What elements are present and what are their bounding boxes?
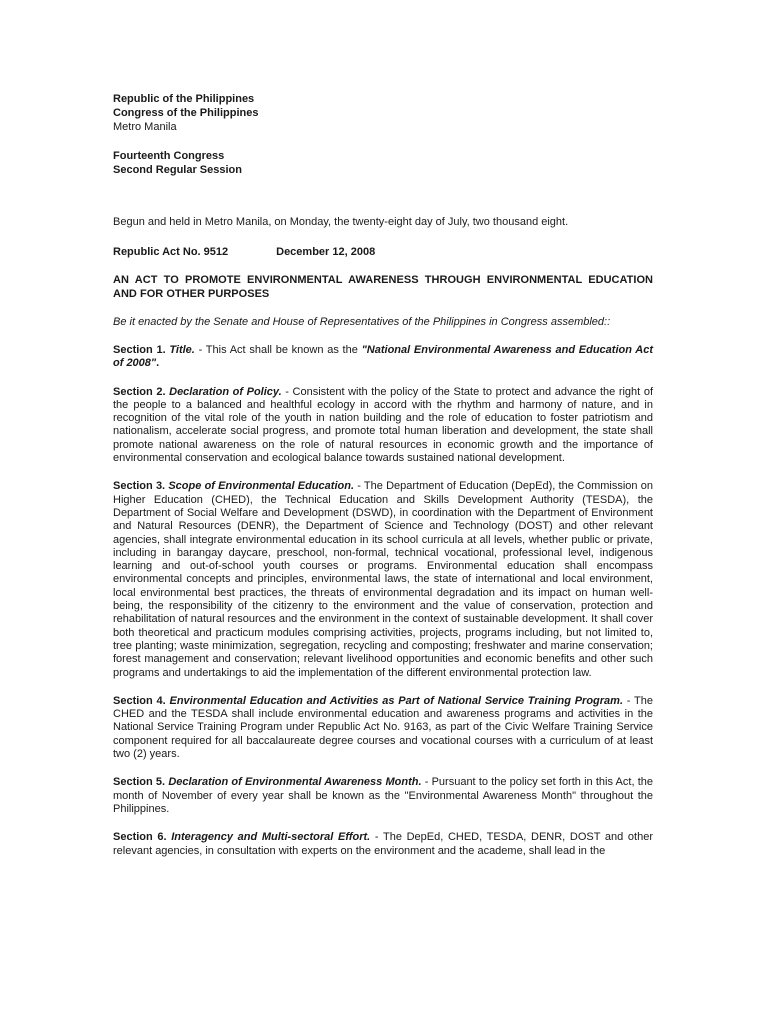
section-number: Section 1. bbox=[113, 344, 166, 356]
session-line: Second Regular Session bbox=[113, 164, 242, 176]
section-body: - Pursuant to the policy set forth in this Act, the month of November of every year shall be known as the "Environmental Awareness Month" throughout the Philippines. bbox=[113, 776, 653, 815]
issuer-header bbox=[113, 92, 653, 134]
section-title: Declaration of Environmental Awareness Month. bbox=[168, 776, 422, 789]
section-title: Interagency and Multi-sectoral Effort. bbox=[171, 831, 371, 844]
section-2 bbox=[113, 386, 653, 466]
section-body: - This Act shall be known as the bbox=[194, 344, 362, 356]
section-body: - The CHED and the TESDA shall include environmental education and awareness programs and activities in the National Service Training Program under Republic Act No. 9163, as part of the Civic Welfare Training Service component required for all baccalaureate degree courses and vocational courses with a curriculum of at least two (2) years. bbox=[113, 694, 654, 761]
section-5 bbox=[113, 776, 653, 816]
section-body: - The DepEd, CHED, TESDA, DENR, DOST and other relevant agencies, in consultation with experts on the environment and the academe, shall lead in the bbox=[113, 831, 653, 857]
section-number: Section 2. bbox=[113, 385, 166, 398]
enacting-clause: Be it enacted by the Senate and House of Representatives of the Philippines in Congress assembled:: bbox=[113, 316, 611, 328]
republic-line: Republic of the Philippines bbox=[113, 93, 255, 105]
section-number: Section 4. bbox=[113, 694, 166, 707]
section-6 bbox=[113, 831, 653, 858]
section-body-end: . bbox=[156, 357, 160, 370]
section-number: Section 6. bbox=[113, 831, 167, 844]
act-title: AN ACT TO PROMOTE ENVIRONMENTAL AWARENESS THROUGH ENVIRONMENTAL EDUCATION AND FOR OTHER PURPOSES bbox=[113, 274, 653, 300]
section-4 bbox=[113, 695, 653, 761]
section-title: Environmental Education and Activities as Part of National Service Training Program. bbox=[169, 694, 624, 707]
document-body bbox=[113, 92, 653, 858]
section-body: - Consistent with the policy of the State to protect and advance the right of the people to a balanced and healthful ecology in accord with the rhythm and harmony of nature, and in recognition of the vital role of the youth in nation building and the role of education to foster patriotism and nationalism, accelerate social progress, and promote total human liberation and development, the state shall promote national awareness on the role of natural resources in economic growth and the importance of environmental conservation and ecological balance towards sustained national development. bbox=[113, 385, 653, 465]
section-body: - The Department of Education (DepEd), the Commission on Higher Education (CHED), the Technical Education and Skills Development Authority (TESDA), the Department of Social Welfare and Development (DSWD), in coordination with the Department of Environment and Natural Resources (DENR), the Department of Science and Technology (DOST) and other relevant agencies, shall integrate environmental education in its school curricula at all levels, whether public or private, including in barangay daycare, preschool, non-formal, technical vocational, professional level, indigenous learning and out-of-school youth courses or programs. Environmental education shall encompass environmental concepts and principles, environmental laws, the state of international and local environment, local environmental best practices, the threats of environmental degradation and its impact on human well-being, the responsibility of the citizenry to the environment and the value of conservation, protection and rehabilitation of natural resources and the environment in the context of sustainable development. It shall cover both theoretical and practicum modules comprising activities, projects, programs including, but not limited to, tree planting; waste minimization, segregation, recycling and composting; freshwater and marine conservation; forest management and conservation; relevant livelihood opportunities and economic benefits and other such programs and undertakings to aid the implementation of the different environmental protection law. bbox=[113, 480, 653, 679]
begun-statement: Begun and held in Metro Manila, on Monday, the twenty-eight day of July, two thousand eight. bbox=[113, 216, 569, 228]
act-short-title: "National Environmental Awareness and Education Act of 2008" bbox=[113, 344, 654, 370]
session-header bbox=[113, 149, 653, 177]
location-line: Metro Manila bbox=[113, 121, 177, 133]
congress-number-line: Fourteenth Congress bbox=[113, 150, 225, 162]
act-number: Republic Act No. 9512 bbox=[113, 246, 229, 258]
congress-line: Congress of the Philippines bbox=[113, 107, 259, 119]
section-title: Declaration of Policy. bbox=[169, 385, 282, 398]
section-1 bbox=[113, 344, 653, 371]
act-date: December 12, 2008 bbox=[276, 246, 376, 258]
section-title: Scope of Environmental Education. bbox=[168, 480, 355, 493]
act-number-line bbox=[113, 245, 653, 259]
section-3 bbox=[113, 480, 653, 679]
section-number: Section 5. bbox=[113, 776, 166, 789]
section-number: Section 3. bbox=[113, 480, 166, 493]
section-title: Title. bbox=[169, 344, 195, 356]
